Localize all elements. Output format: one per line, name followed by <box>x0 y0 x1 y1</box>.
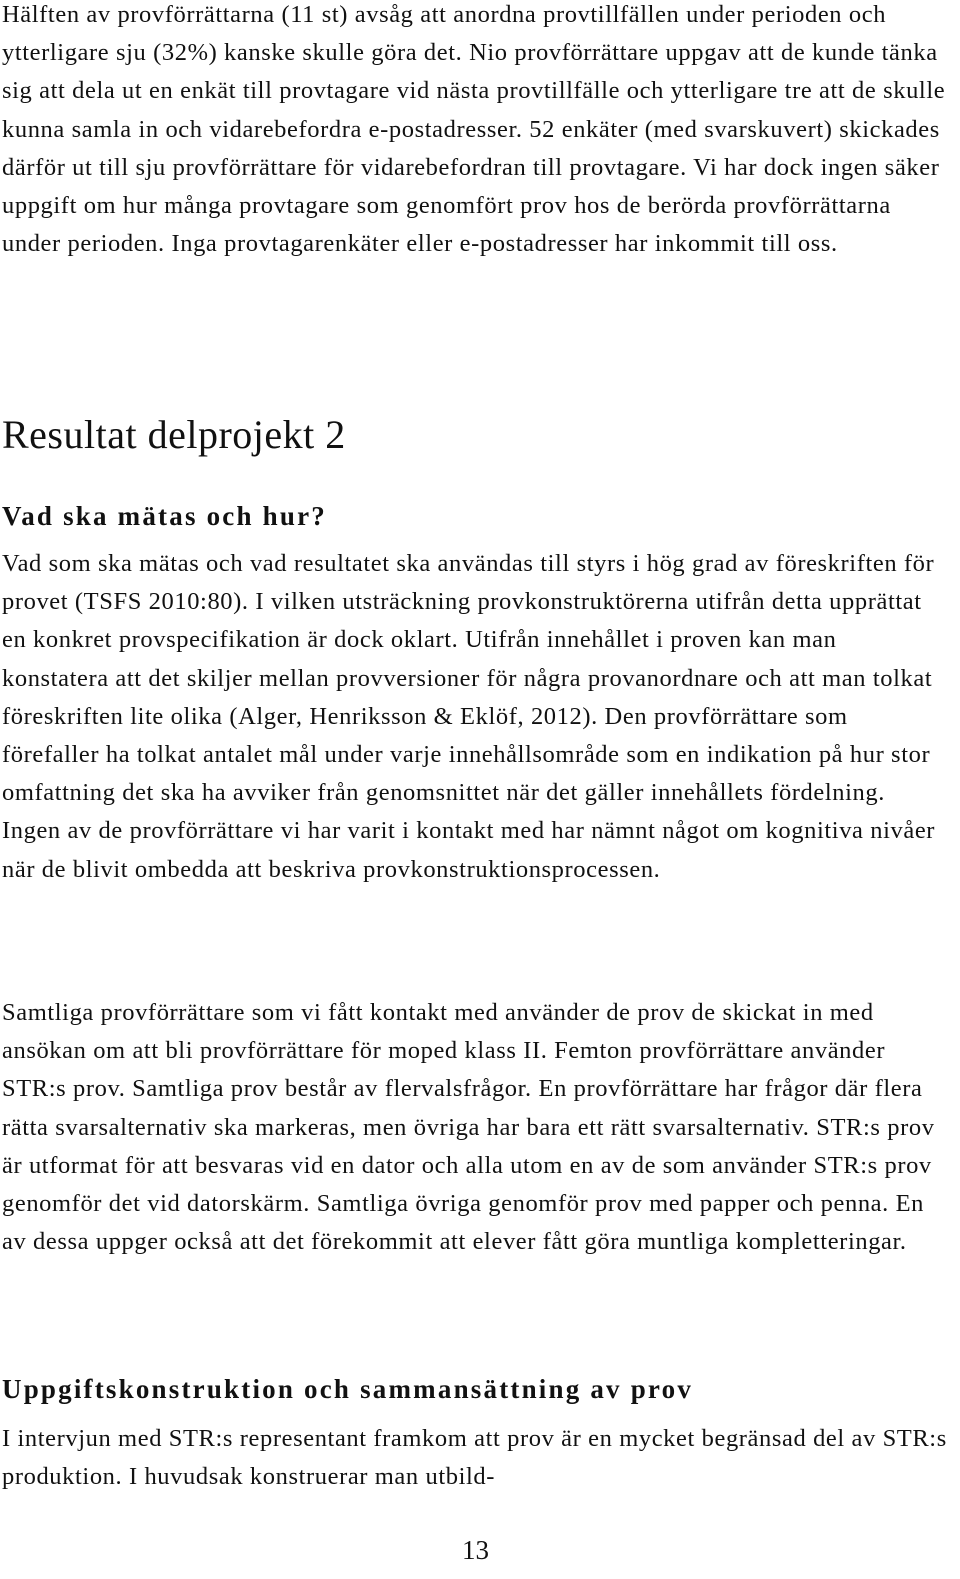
body-paragraph: Samtliga provförrättare som vi fått kontakt med använder de prov de skickat in med ansökan om att bli provförrättare för moped klass II. Femton provförrättare använder STR:s prov. Samtliga prov består av flervalsfrågor. En provförrättare har frågor där flera rätta svarsalternativ ska markeras, men övriga har bara ett rätt svarsalternativ. STR:s prov är utformat för att besvaras vid en dator och alla utom en av de som använder STR:s prov genomför det vid datorskärm. Samtliga övriga genomför prov med papper och penna. En av dessa uppger också att det förekommit att elever fått göra muntliga kompletteringar. <box>2 999 935 1256</box>
body-paragraph: Vad som ska mätas och vad resultatet ska användas till styrs i hög grad av föreskriften för provet (TSFS 2010:80). I vilken utsträckning provkonstruktörerna utifrån detta upprättat en konkret provspecifikation är dock oklart. Utifrån innehållet i proven kan man konstatera att det skiljer mellan provversioner för några provanordnare och att man tolkat föreskriften lite olika (Alger, Henriksson & Eklöf, 2012). Den provförrättare som förefaller ha tolkat antalet mål under varje innehållsområde som en indikation på hur stor omfattning det ska ha avviker från genomsnittet när det gäller innehållets fördelning. Ingen av de provförrättare vi har varit i kontakt med har nämnt något om kognitiva nivåer när de blivit ombedda att beskriva provkonstruktionsprocessen. <box>2 550 936 883</box>
sub-heading: Uppgiftskonstruktion och sammansättning av prov <box>2 1374 694 1404</box>
body-paragraph: I intervjun med STR:s representant framkom att prov är en mycket begränsad del av STR:s produktion. I huvudsak konstruerar man utbild- <box>2 1425 947 1491</box>
page-number: 13 <box>462 1535 489 1565</box>
section-heading: Resultat delprojekt 2 <box>2 412 346 457</box>
sub-heading: Vad ska mätas och hur? <box>2 501 327 531</box>
body-paragraph: Hälften av provförrättarna (11 st) avsåg att anordna provtillfällen under perioden och ytterligare sju (32%) kanske skulle göra det. Nio provförrättare uppgav att de kunde tänka sig att dela ut en enkät till provtagare vid nästa provtillfälle och ytterligare tre att de skulle kunna samla in och vidarebefordra e-postadresser. 52 enkäter (med svarskuvert) skickades därför ut till sju provförrättare för vidarebefordran till provtagare. Vi har dock ingen säker uppgift om hur många provtagare som genomfört prov hos de berörda provförrättarna under perioden. Inga provtagarenkäter eller e-postadresser har inkommit till oss. <box>2 1 946 258</box>
